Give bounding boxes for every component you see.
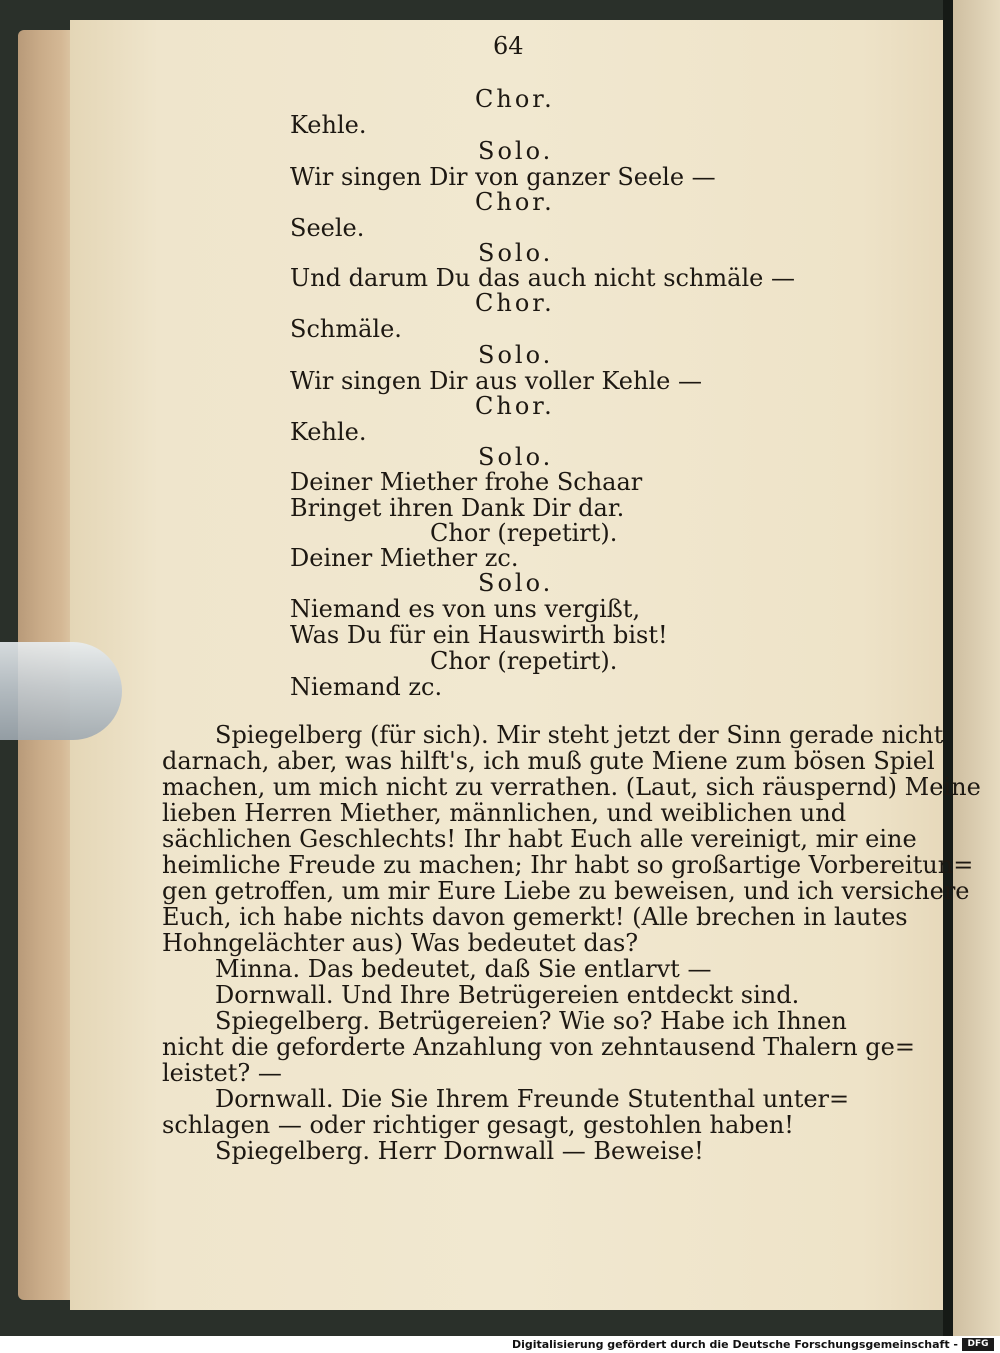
dfg-logo: DFG [962,1338,994,1351]
verse-line: Schmäle. [290,315,402,343]
verse-line: Bringet ihren Dank Dir dar. [290,494,625,522]
verse-line: Was Du für ein Hauswirth bist! [290,621,668,649]
speaker-heading: Solo. [478,137,554,165]
prose-line: Spiegelberg (für sich). Mir steht jetzt der Sinn gerade nicht [215,721,944,749]
facing-page [950,0,1000,1336]
verse-line: Niemand es von uns vergißt, [290,595,641,623]
verse-line: Deiner Miether frohe Schaar [290,468,643,496]
speaker-heading: Chor. [475,85,555,113]
verse-line: Kehle. [290,111,367,139]
verse-line: Kehle. [290,418,367,446]
prose-line: nicht die geforderte Anzahlung von zehntausend Thalern ge= [162,1033,915,1061]
prose-line: Euch, ich habe nichts davon gemerkt! (Alle brechen in lautes [162,903,908,931]
prose-line: Dornwall. Die Sie Ihrem Freunde Stutenthal unter= [215,1085,850,1113]
speaker-heading: Solo. [478,341,554,369]
speaker-heading: Chor (repetirt). [430,519,618,547]
verse-line: Seele. [290,214,365,242]
speaker-heading: Solo. [478,443,554,471]
speaker-heading: Solo. [478,569,554,597]
page-number: 64 [493,32,524,60]
page-clip [0,642,122,740]
prose-line: lieben Herren Miether, männlichen, und weiblichen und [162,799,847,827]
prose-line: Spiegelberg. Herr Dornwall — Beweise! [215,1137,704,1165]
verse-line: Und darum Du das auch nicht schmäle — [290,264,795,292]
verse-line: Deiner Miether zc. [290,544,519,572]
verse-line: Niemand zc. [290,673,443,701]
speaker-heading: Chor (repetirt). [430,647,618,675]
prose-line: sächlichen Geschlechts! Ihr habt Euch alle vereinigt, mir eine [162,825,917,853]
prose-line: Spiegelberg. Betrügereien? Wie so? Habe ich Ihnen [215,1007,847,1035]
prose-line: heimliche Freude zu machen; Ihr habt so großartige Vorbereitun= [162,851,974,879]
prose-line: Minna. Das bedeutet, daß Sie entlarvt — [215,955,712,983]
prose-line: machen, um mich nicht zu verrathen. (Laut, sich räuspernd) Meine [162,773,981,801]
prose-line: darnach, aber, was hilft's, ich muß gute Miene zum bösen Spiel [162,747,935,775]
speaker-heading: Chor. [475,392,555,420]
funding-credit: Digitalisierung gefördert durch die Deutsche Forschungsgemeinschaft - [511,1338,958,1351]
speaker-heading: Solo. [478,239,554,267]
verse-line: Wir singen Dir von ganzer Seele — [290,163,716,191]
prose-line: gen getroffen, um mir Eure Liebe zu beweisen, und ich versichere [162,877,970,905]
footer-bar [0,1336,1000,1353]
prose-line: Hohngelächter aus) Was bedeutet das? [162,929,639,957]
prose-line: schlagen — oder richtiger gesagt, gestohlen haben! [162,1111,794,1139]
prose-line: leistet? — [162,1059,282,1087]
prose-line: Dornwall. Und Ihre Betrügereien entdeckt sind. [215,981,800,1009]
verse-line: Wir singen Dir aus voller Kehle — [290,367,702,395]
speaker-heading: Chor. [475,188,555,216]
speaker-heading: Chor. [475,289,555,317]
book-binding [943,0,953,1336]
